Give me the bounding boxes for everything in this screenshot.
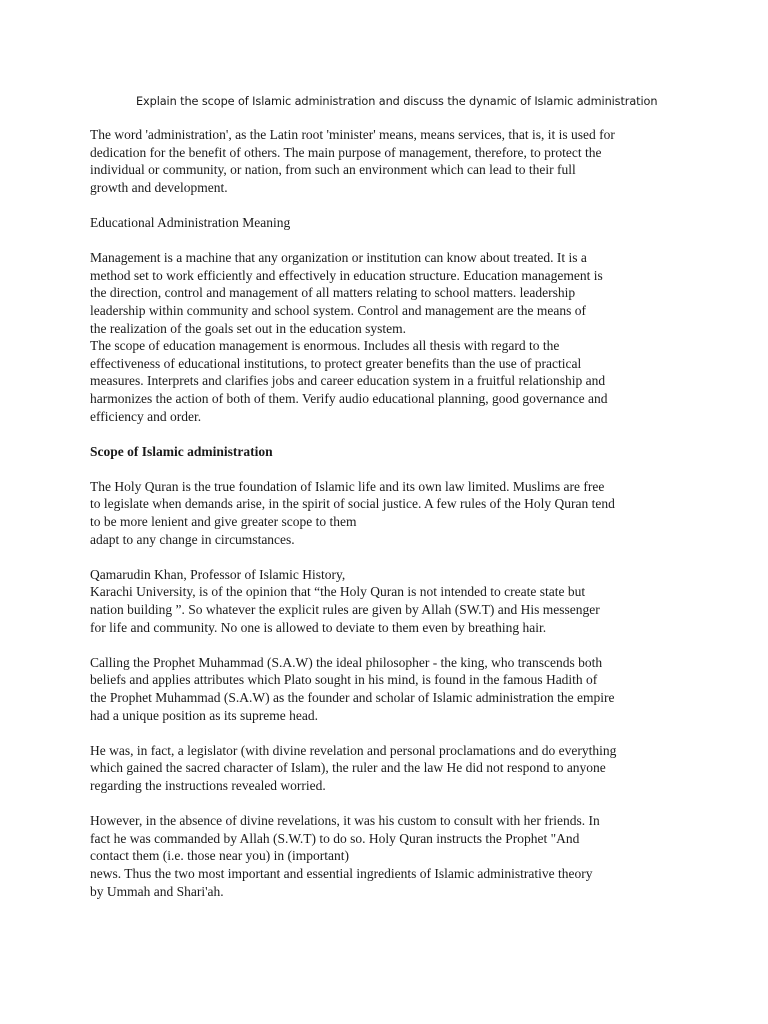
text-line: dedication for the benefit of others. The main purpose of management, therefore, to protect the <box>90 144 602 160</box>
paragraph <box>90 654 690 724</box>
text-line: Scope of Islamic administration <box>90 443 273 459</box>
text-line: measures. Interprets and clarifies jobs and career education system in a fruitful relationship and <box>90 373 606 389</box>
text-line: Qamarudin Khan, Professor of Islamic History, <box>90 566 346 582</box>
text-line: nation building ”. So whatever the explicit rules are given by Allah (SW.T) and His messenger <box>90 602 600 618</box>
section-heading <box>90 443 690 461</box>
text-line: leadership within community and school system. Control and management are the means of <box>90 302 587 318</box>
text-line: news. Thus the two most important and essential ingredients of Islamic administrative theory <box>90 865 593 881</box>
paragraph <box>90 214 690 232</box>
text-line: Educational Administration Meaning <box>90 214 291 230</box>
text-line: The scope of education management is enormous. Includes all thesis with regard to the <box>90 338 560 354</box>
text-line: the direction, control and management of all matters relating to school matters. leadership <box>90 285 576 301</box>
text-line: The Holy Quran is the true foundation of Islamic life and its own law limited. Muslims are free <box>90 478 605 494</box>
paragraph-gap <box>90 795 690 813</box>
text-line: fact he was commanded by Allah (S.W.T) to do so. Holy Quran instructs the Prophet "And <box>90 830 580 846</box>
text-line: which gained the sacred character of Islam), the ruler and the law He did not respond to anyone <box>90 760 606 776</box>
text-line: regarding the instructions revealed worried. <box>90 777 326 793</box>
text-line: Calling the Prophet Muhammad (S.A.W) the ideal philosopher - the king, who transcends both <box>90 654 603 670</box>
text-line: growth and development. <box>90 179 228 195</box>
text-line: for life and community. No one is allowed to deviate to them even by breathing hair. <box>90 619 547 635</box>
paragraph <box>90 742 690 795</box>
text-line: harmonizes the action of both of them. Verify audio educational planning, good governance and <box>90 390 608 406</box>
text-line: to legislate when demands arise, in the spirit of social justice. A few rules of the Holy Quran tend <box>90 496 615 512</box>
document-body <box>90 126 690 900</box>
text-line: Karachi University, is of the opinion that “the Holy Quran is not intended to create state but <box>90 584 586 600</box>
paragraph <box>90 249 690 425</box>
document-title: Explain the scope of Islamic administration and discuss the dynamic of Islamic administration <box>136 95 658 108</box>
paragraph <box>90 566 690 636</box>
paragraph-gap <box>90 724 690 742</box>
paragraph <box>90 126 690 196</box>
text-line: effectiveness of educational institutions, to protect greater benefits than the use of practical <box>90 355 582 371</box>
paragraph-gap <box>90 548 690 566</box>
paragraph-gap <box>90 425 690 443</box>
text-line: The word 'administration', as the Latin root 'minister' means, means services, that is, it is used for <box>90 127 615 142</box>
text-line: He was, in fact, a legislator (with divine revelation and personal proclamations and do everything <box>90 742 617 758</box>
text-line: However, in the absence of divine revelations, it was his custom to consult with her friends. In <box>90 813 600 829</box>
paragraph-gap <box>90 460 690 478</box>
paragraph-gap <box>90 232 690 250</box>
paragraph-gap <box>90 196 690 214</box>
paragraph-gap <box>90 636 690 654</box>
paragraph <box>90 478 690 548</box>
text-line: to be more lenient and give greater scope to them <box>90 514 357 530</box>
text-line: beliefs and applies attributes which Plato sought in his mind, is found in the famous Hadith of <box>90 672 598 688</box>
text-line: adapt to any change in circumstances. <box>90 531 295 547</box>
text-line: individual or community, or nation, from such an environment which can lead to their full <box>90 162 576 178</box>
text-line: the Prophet Muhammad (S.A.W) as the founder and scholar of Islamic administration the empire <box>90 690 615 705</box>
text-line: Management is a machine that any organization or institution can know about treated. It is a <box>90 250 587 266</box>
text-line: efficiency and order. <box>90 408 202 424</box>
text-line: method set to work efficiently and effectively in education structure. Education management is <box>90 267 603 283</box>
text-line: the realization of the goals set out in the education system. <box>90 320 407 336</box>
text-line: by Ummah and Shari'ah. <box>90 883 224 899</box>
text-line: contact them (i.e. those near you) in (important) <box>90 848 350 864</box>
text-line: had a unique position as its supreme head. <box>90 707 318 723</box>
paragraph <box>90 812 690 900</box>
